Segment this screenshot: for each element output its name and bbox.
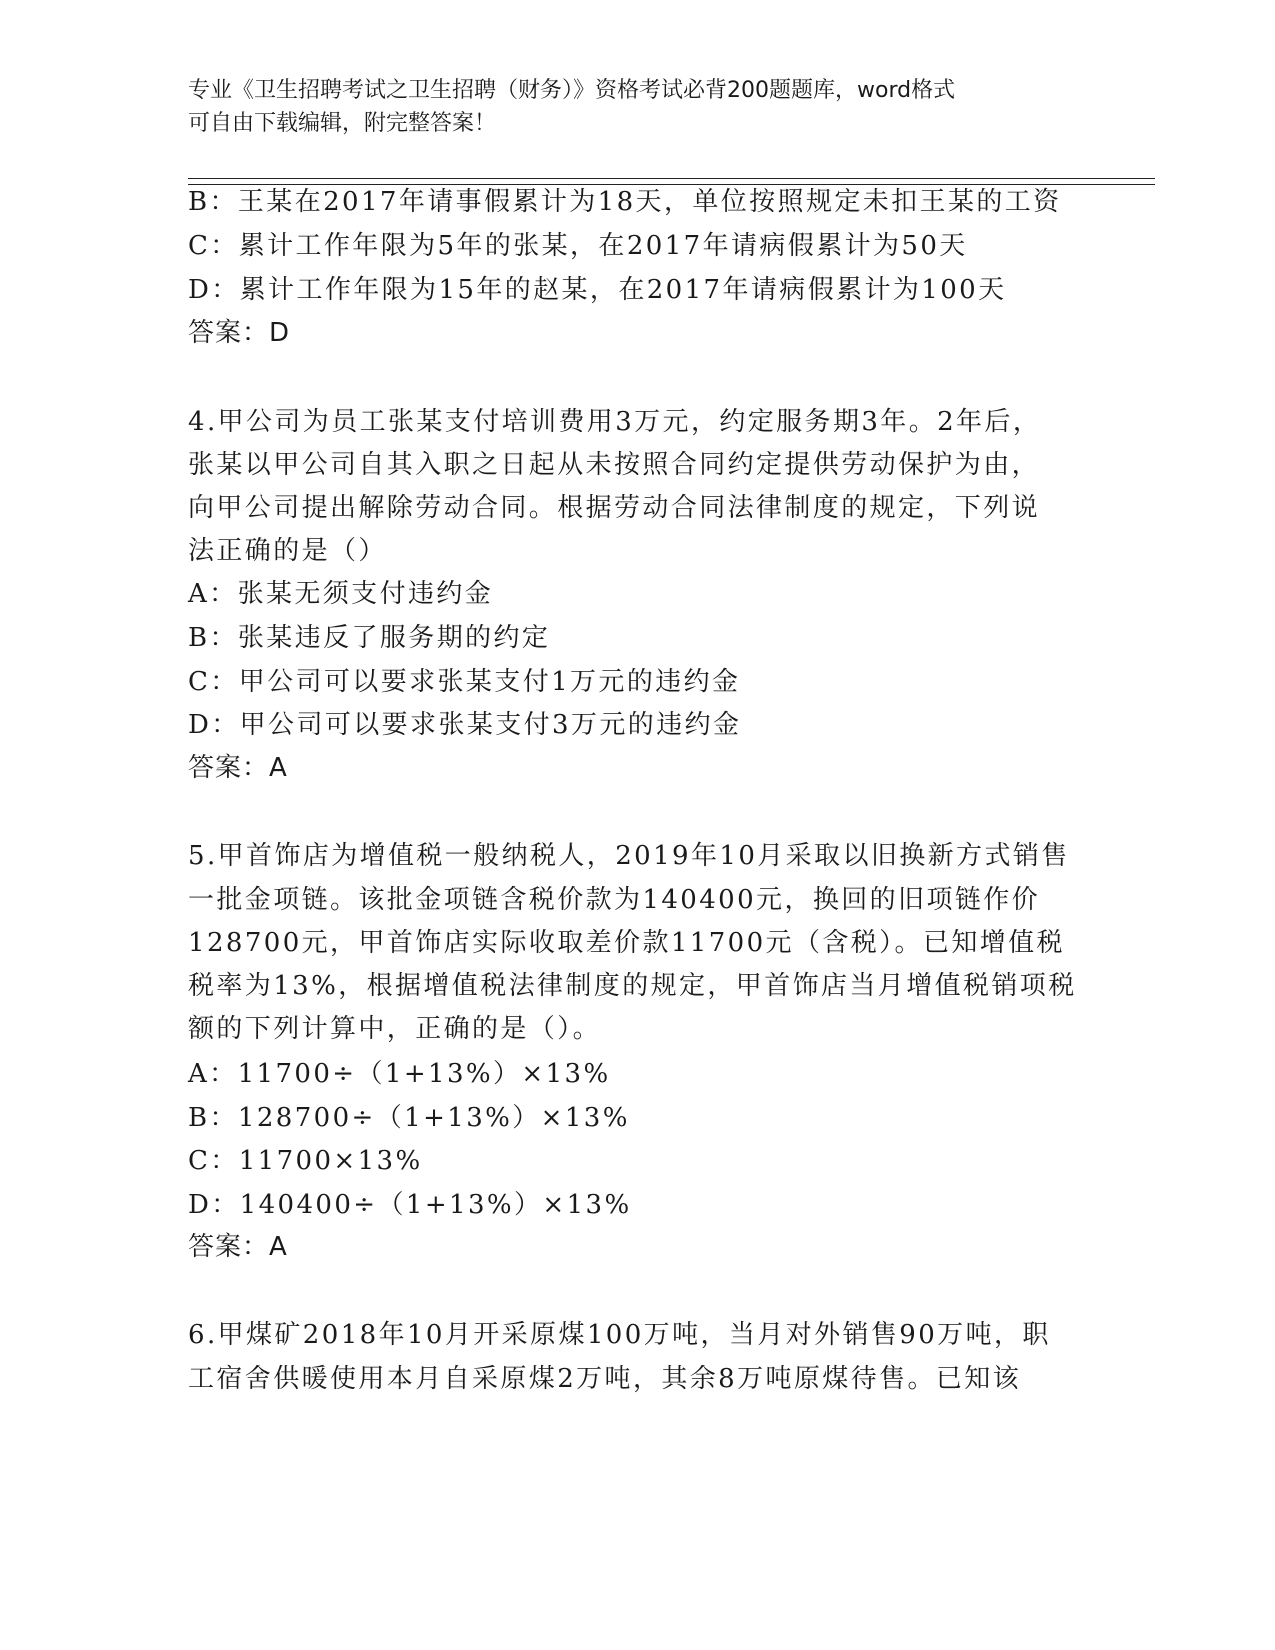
q5-option-c: C：11700×13% (188, 1146, 423, 1176)
q5-stem-line-3: 128700元，甲首饰店实际收取差价款11700元（含税）。已知增值税 (188, 928, 1065, 958)
q4-option-d: D：甲公司可以要求张某支付3万元的违约金 (188, 710, 742, 740)
header-divider-top (188, 178, 1155, 179)
q5-answer: 答案：A (188, 1232, 288, 1262)
header-title-line-2: 可自由下载编辑，附完整答案！ (188, 111, 497, 136)
q3-option-b: B：王某在2017年请事假累计为18天，单位按照规定未扣王某的工资 (188, 187, 1062, 217)
q5-option-a: A：11700÷（1+13%）×13% (188, 1059, 611, 1089)
q4-stem-line-1: 4.甲公司为员工张某支付培训费用3万元，约定服务期3年。2年后， (188, 407, 1042, 437)
q4-stem-line-3: 向甲公司提出解除劳动合同。根据劳动合同法律制度的规定，下列说 (188, 493, 1041, 523)
q5-stem-line-1: 5.甲首饰店为增值税一般纳税人，2019年10月采取以旧换新方式销售 (188, 841, 1070, 871)
q6-stem-line-2: 工宿舍供暖使用本月自采原煤2万吨，其余8万吨原煤待售。已知该 (188, 1364, 1022, 1394)
q6-stem-line-1: 6.甲煤矿2018年10月开采原煤100万吨，当月对外销售90万吨，职 (188, 1320, 1051, 1350)
q5-stem-line-2: 一批金项链。该批金项链含税价款为140400元，换回的旧项链作价 (188, 885, 1041, 915)
q4-stem-line-2: 张某以甲公司自其入职之日起从未按照合同约定提供劳动保护为由， (188, 450, 1041, 480)
q5-option-b: B：128700÷（1+13%）×13% (188, 1103, 630, 1133)
q5-option-d: D：140400÷（1+13%）×13% (188, 1190, 632, 1220)
q4-option-c: C：甲公司可以要求张某支付1万元的违约金 (188, 667, 741, 697)
q3-answer: 答案：D (188, 318, 291, 348)
q4-answer: 答案：A (188, 753, 288, 783)
q4-option-a: A：张某无须支付违约金 (188, 579, 494, 609)
q3-option-d: D：累计工作年限为15年的赵某，在2017年请病假累计为100天 (188, 275, 1007, 305)
q4-option-b: B：张某违反了服务期的约定 (188, 623, 551, 653)
document-header (188, 74, 1088, 140)
q5-stem-line-5: 额的下列计算中，正确的是（）。 (188, 1014, 602, 1044)
header-divider-bottom (188, 184, 1155, 185)
header-title-line-1: 专业《卫生招聘考试之卫生招聘（财务）》资格考试必背200题题库，word格式 (188, 78, 956, 103)
q5-stem-line-4: 税率为13%，根据增值税法律制度的规定，甲首饰店当月增值税销项税 (188, 971, 1077, 1001)
q4-stem-line-4: 法正确的是（） (188, 536, 387, 566)
q3-option-c: C：累计工作年限为5年的张某，在2017年请病假累计为50天 (188, 231, 968, 261)
